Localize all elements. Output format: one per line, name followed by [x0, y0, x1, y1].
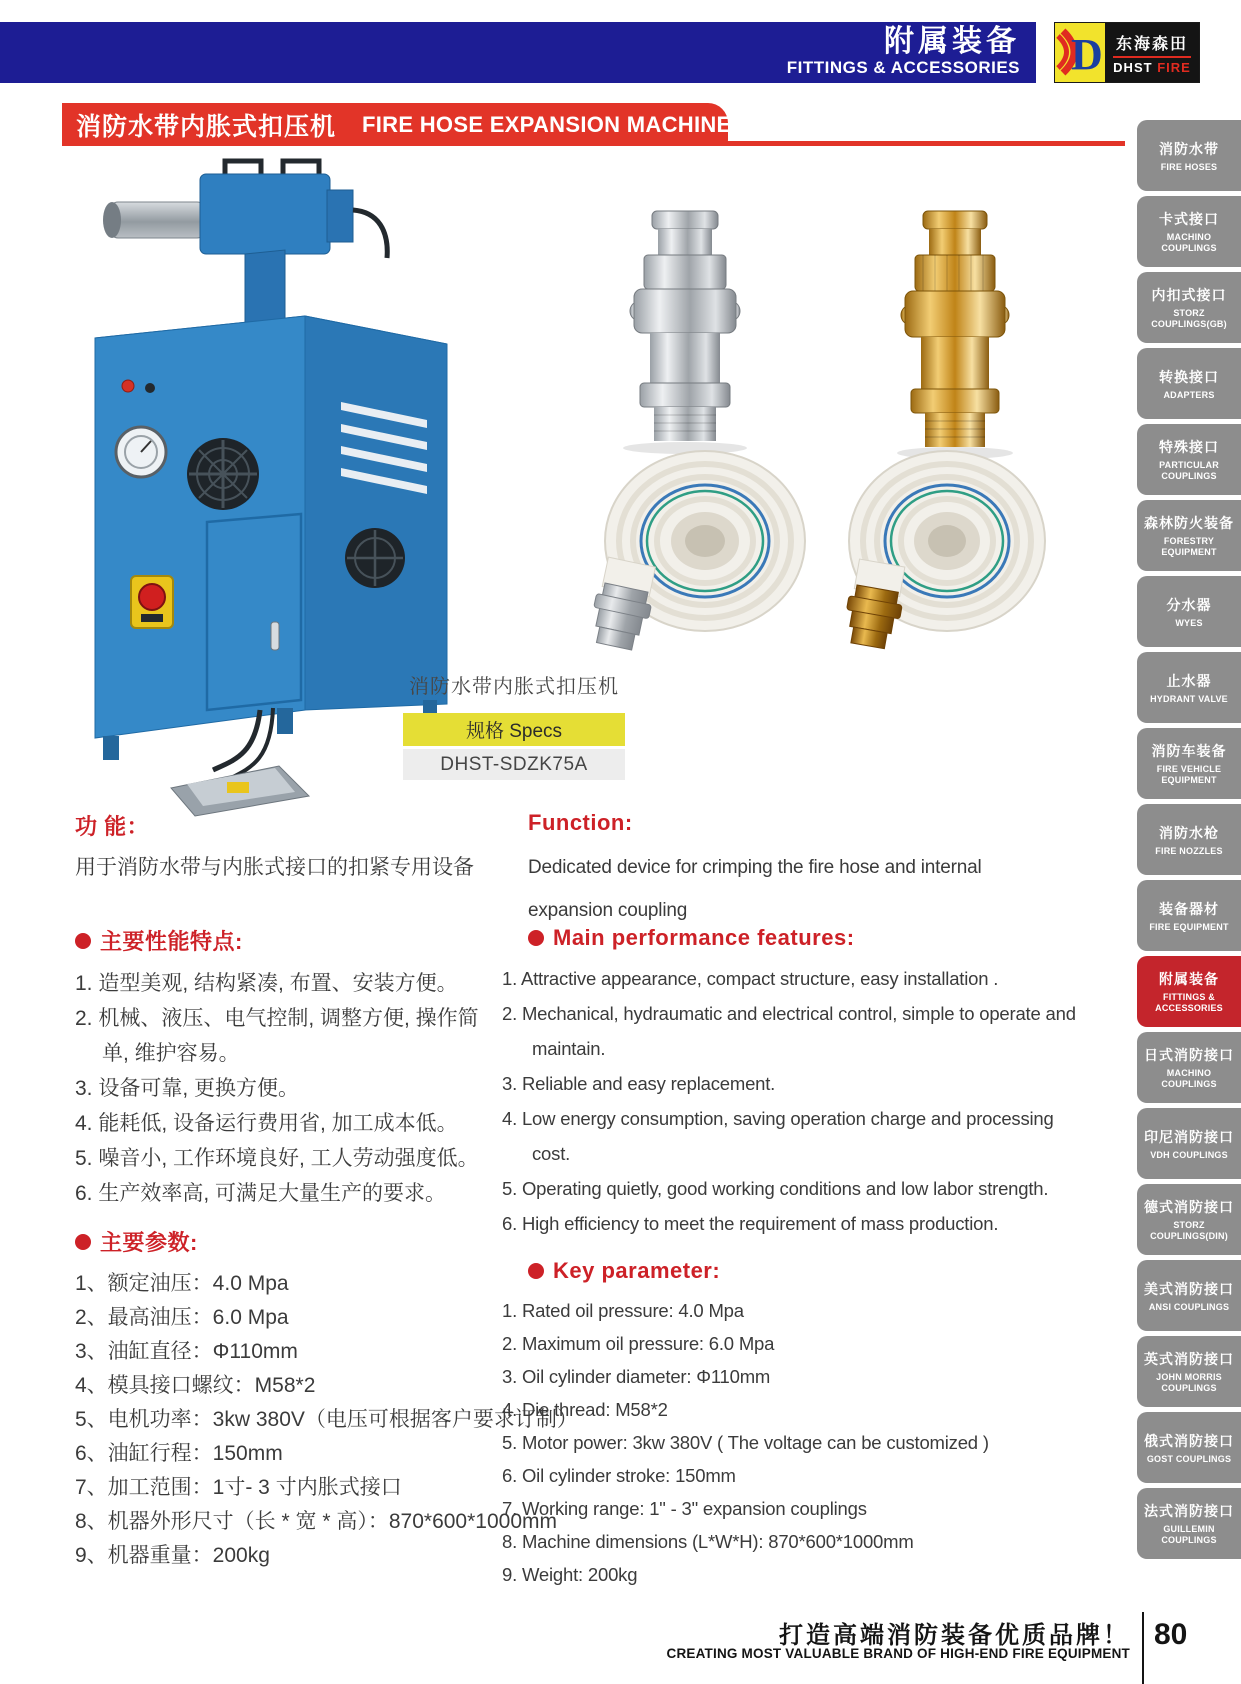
- brand-logo-text: [1105, 23, 1199, 82]
- function-heading-en: Function:: [528, 810, 633, 835]
- hose-photo-brass: [835, 443, 1050, 658]
- brand-name-en: [1113, 60, 1191, 75]
- list-item: 8、机器外形尺寸（长 * 宽 * 高）：870*600*1000mm: [75, 1510, 557, 1533]
- specs-label: 规格 Specs: [403, 713, 625, 746]
- features-section-zh: [75, 925, 505, 1211]
- sidebar-item-fire-vehicle-equipment[interactable]: 消防车装备 FIRE VEHICLE EQUIPMENT: [1137, 728, 1241, 799]
- list-item: 3. Reliable and easy replacement.: [502, 1073, 776, 1094]
- features-list-en: [502, 961, 1094, 1241]
- product-title-zh: 消防水带内胀式扣压机: [76, 112, 337, 141]
- function-heading-zh: 功 能：: [75, 814, 150, 839]
- sidebar-item-fire-nozzles[interactable]: 消防水枪 FIRE NOZZLES: [1137, 804, 1241, 875]
- brand-name-zh: 东海森田: [1115, 35, 1188, 53]
- list-item: 1. Rated oil pressure: 4.0 Mpa: [502, 1300, 744, 1321]
- bullet-icon: [528, 1263, 544, 1279]
- list-item: 5、电机功率：3kw 380V（电压可根据客户要求订制）: [75, 1408, 578, 1431]
- brand-dhst: DHST: [1113, 59, 1153, 75]
- params-list-zh: [75, 1267, 578, 1573]
- list-item: 6、油缸行程：150mm: [75, 1442, 283, 1465]
- features-heading-en: Main performance features:: [528, 925, 1094, 951]
- product-title-en: FIRE HOSE EXPANSION MACHINE: [362, 111, 732, 137]
- list-item: 4. Low energy consumption, saving operation charge and processing cost.: [502, 1108, 1054, 1164]
- coupling-photo-gold: [875, 205, 1035, 460]
- sidebar-item-storz-couplings-gb[interactable]: 内扣式接口 STORZ COUPLINGS(GB): [1137, 272, 1241, 343]
- params-list-en: [502, 1294, 1102, 1591]
- sidebar-item-vdh-couplings[interactable]: 印尼消防接口 VDH COUPLINGS: [1137, 1108, 1241, 1179]
- features-list-zh: [75, 966, 505, 1211]
- sidebar-item-forestry-equipment[interactable]: 森林防火装备 FORESTRY EQUIPMENT: [1137, 500, 1241, 571]
- brand-fire: FIRE: [1157, 59, 1191, 75]
- bullet-icon: [75, 1234, 91, 1250]
- footer-divider: [1142, 1612, 1144, 1684]
- sidebar-item-machino-couplings-jp[interactable]: 日式消防接口 MACHINO COUPLINGS: [1137, 1032, 1241, 1103]
- list-item: 5. Motor power: 3kw 380V ( The voltage can be customized ): [502, 1432, 989, 1453]
- machine-caption: 消防水带内胀式扣压机: [409, 676, 619, 698]
- sidebar-item-adapters[interactable]: 转换接口 ADAPTERS: [1137, 348, 1241, 419]
- list-item: 5. 噪音小, 工作环境良好, 工人劳动强度低。: [75, 1147, 479, 1170]
- list-item: 1、额定油压：4.0 Mpa: [75, 1272, 289, 1295]
- list-item: 6. Oil cylinder stroke: 150mm: [502, 1465, 736, 1486]
- list-item: 5. Operating quietly, good working conditions and low labor strength.: [502, 1178, 1049, 1199]
- list-item: 2. Maximum oil pressure: 6.0 Mpa: [502, 1333, 775, 1354]
- list-item: 7、加工范围：1寸- 3 寸内胀式接口: [75, 1476, 402, 1499]
- list-item: 1. Attractive appearance, compact structure, easy installation .: [502, 968, 999, 989]
- page-category-zh: 附属装备: [884, 25, 1020, 59]
- brand-logo: [1054, 22, 1200, 83]
- page-category-en: FITTINGS & ACCESSORIES: [786, 57, 1020, 77]
- list-item: 2、最高油压：6.0 Mpa: [75, 1306, 289, 1329]
- brand-divider: [1113, 56, 1190, 58]
- list-item: 6. 生产效率高, 可满足大量生产的要求。: [75, 1182, 447, 1205]
- list-item: 2. 机械、液压、电气控制, 调整方便, 操作简单, 维护容易。: [75, 1007, 479, 1065]
- bullet-icon: [528, 930, 544, 946]
- list-item: 9. Weight: 200kg: [502, 1564, 638, 1585]
- flame-d-icon: [1055, 23, 1105, 82]
- footer-slogan-zh: 打造高端消防装备优质品牌！: [779, 1622, 1130, 1649]
- sidebar-item-guillemin-couplings[interactable]: 法式消防接口 GUILLEMIN COUPLINGS: [1137, 1488, 1241, 1559]
- list-item: 4. 能耗低, 设备运行费用省, 加工成本低。: [75, 1112, 458, 1135]
- list-item: 2. Mechanical, hydraumatic and electrical control, simple to operate and maintain.: [502, 1003, 1076, 1059]
- list-item: 3. 设备可靠, 更换方便。: [75, 1077, 300, 1100]
- svg-text:D: D: [1071, 30, 1103, 79]
- page-number: 80: [1154, 1618, 1188, 1651]
- sidebar-item-gost-couplings[interactable]: 俄式消防接口 GOST COUPLINGS: [1137, 1412, 1241, 1483]
- sidebar-item-storz-couplings-din[interactable]: 德式消防接口 STORZ COUPLINGS(DIN): [1137, 1184, 1241, 1255]
- sidebar-item-particular-couplings[interactable]: 特殊接口 PARTICULAR COUPLINGS: [1137, 424, 1241, 495]
- list-item: 4. Die thread: M58*2: [502, 1399, 668, 1420]
- banner-underline: [722, 141, 1125, 146]
- params-heading-en: Key parameter:: [528, 1258, 1102, 1284]
- sidebar-item-john-morris-couplings[interactable]: 英式消防接口 JOHN MORRIS COUPLINGS: [1137, 1336, 1241, 1407]
- brand-logo-mark: [1055, 23, 1105, 82]
- list-item: 3、油缸直径：Φ110mm: [75, 1340, 298, 1363]
- sidebar-item-hydrant-valve[interactable]: 止水器 HYDRANT VALVE: [1137, 652, 1241, 723]
- list-item: 9、机器重量：200kg: [75, 1544, 270, 1567]
- coupling-photo-silver: [600, 205, 770, 455]
- list-item: 4、模具接口螺纹：M58*2: [75, 1374, 316, 1397]
- category-sidebar: [1137, 120, 1241, 1564]
- params-section-en: [502, 1258, 1102, 1591]
- params-section-zh: [75, 1226, 578, 1573]
- hose-photo-silver: [585, 443, 810, 658]
- title-banner: [62, 103, 732, 146]
- sidebar-item-fittings-accessories[interactable]: 附属装备 FITTINGS & ACCESSORIES: [1137, 956, 1241, 1027]
- features-section-en: [502, 925, 1094, 1241]
- footer-slogan-en: CREATING MOST VALUABLE BRAND OF HIGH-END FIRE EQUIPMENT: [666, 1646, 1130, 1661]
- top-bar: [0, 22, 1036, 83]
- params-heading-zh: 主要参数:: [75, 1226, 515, 1257]
- function-body-zh: 用于消防水带与内胀式接口的扣紧专用设备: [75, 856, 474, 879]
- list-item: 6. High efficiency to meet the requirement of mass production.: [502, 1213, 999, 1234]
- function-body-en: Dedicated device for crimping the fire hose and internal expansion coupling: [528, 857, 982, 921]
- list-item: 7. Working range: 1" - 3" expansion couplings: [502, 1498, 867, 1519]
- sidebar-item-ansi-couplings[interactable]: 美式消防接口 ANSI COUPLINGS: [1137, 1260, 1241, 1331]
- features-heading-zh: 主要性能特点:: [75, 925, 505, 956]
- sidebar-item-wyes[interactable]: 分水器 WYES: [1137, 576, 1241, 647]
- bullet-icon: [75, 933, 91, 949]
- sidebar-item-fire-equipment[interactable]: 装备器材 FIRE EQUIPMENT: [1137, 880, 1241, 951]
- model-number: DHST-SDZK75A: [403, 749, 625, 780]
- list-item: 8. Machine dimensions (L*W*H): 870*600*1000mm: [502, 1531, 914, 1552]
- sidebar-item-machino-couplings[interactable]: 卡式接口 MACHINO COUPLINGS: [1137, 196, 1241, 267]
- list-item: 3. Oil cylinder diameter: Φ110mm: [502, 1366, 771, 1387]
- function-section-en: [528, 810, 1068, 932]
- function-section-zh: [75, 810, 495, 885]
- list-item: 1. 造型美观, 结构紧凑, 布置、安装方便。: [75, 972, 458, 995]
- sidebar-item-fire-hoses[interactable]: 消防水带 FIRE HOSES: [1137, 120, 1241, 191]
